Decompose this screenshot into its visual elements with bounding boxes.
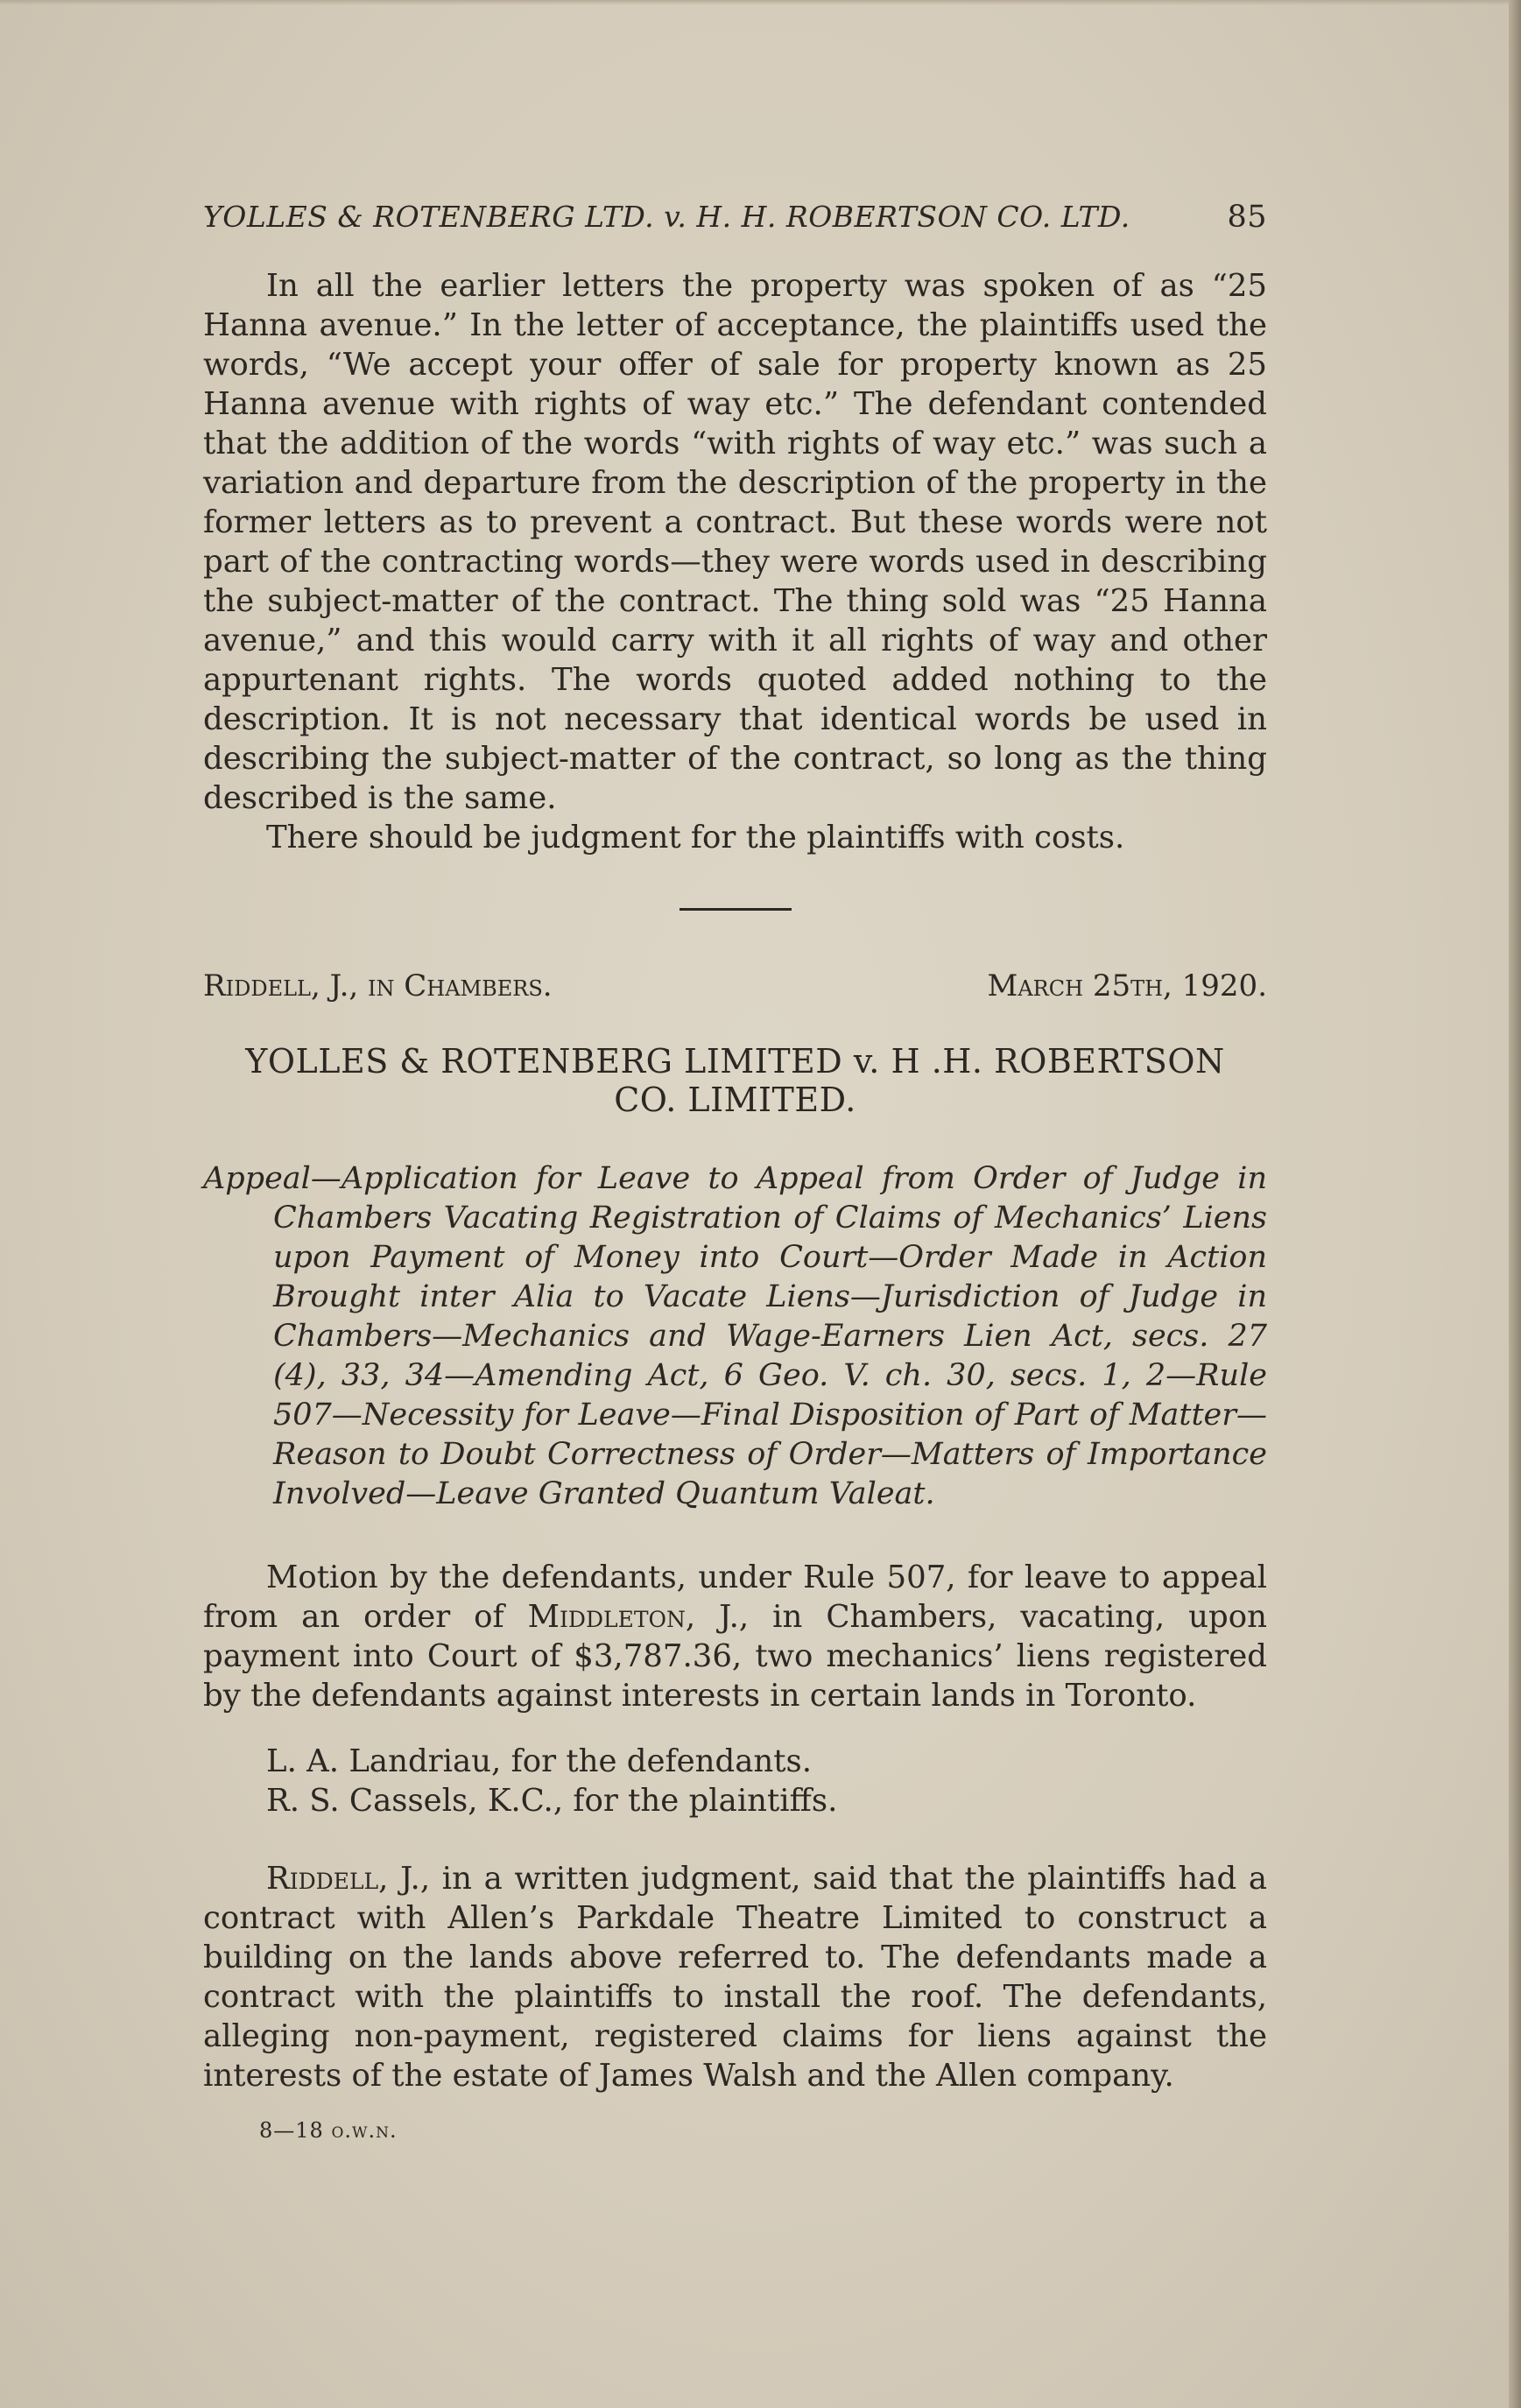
page-right-edge	[1509, 0, 1521, 2408]
case-title	[203, 1042, 1267, 1119]
previous-case-conclusion: There should be judgment for the plaintiffs with costs.	[266, 820, 1125, 855]
signature-mark: 8—18 o.w.n.	[259, 2118, 398, 2143]
running-head	[203, 200, 1267, 235]
headnote: Appeal—Application for Leave to Appeal from Order of Judge in Chambers Vacating Registration of Claims of Mechanics’ Liens upon Payment of Money into Court—Order Made in Action Brought inter Alia to Vacate Liens—Jurisdiction of Judge in Chambers—Mechanics and Wage-Earners Lien Act, secs. 27 (4), 33, 34—Amending Act, 6 Geo. V. ch. 30, secs. 1, 2—Rule 507—Necessity for Leave—Final Disposition of Part of Matter—Reason to Doubt Correctness of Order—Matters of Importance Involved—Leave Granted Quantum Valeat.	[203, 1161, 1267, 1511]
judgment-text: , J., in a written judgment, said that the plaintiffs had a contract with Allen’s Parkdale Theatre Limited to construct a building on the lands above referred to. The defendants made a contract with the plaintiffs to install the roof. The defendants, alleging non-payment, registered claims for liens against the interests of the estate of James Walsh and the Allen company.	[203, 1861, 1267, 2094]
judge-chambers: Riddell, J., in Chambers.	[203, 968, 553, 1003]
page-number: 85	[1227, 200, 1267, 235]
counsel-list	[203, 1742, 1267, 1820]
judgment-judge-name: Riddell	[266, 1861, 379, 1897]
case-title-line2: CO. LIMITED.	[614, 1081, 856, 1119]
judgment-paragraph	[203, 1859, 1267, 2095]
case-title-defendant: H .H. ROBERTSON	[891, 1042, 1225, 1081]
page-top-edge	[0, 0, 1521, 5]
page-content	[203, 200, 1267, 2143]
dateline	[203, 968, 1267, 1003]
case-title-line1	[203, 1042, 1267, 1081]
motion-paragraph	[203, 1558, 1267, 1715]
counsel-defendants: L. A. Landriau, for the defendants.	[266, 1743, 813, 1779]
section-divider	[680, 908, 792, 911]
running-head-title: YOLLES & ROTENBERG LTD. v. H. H. ROBERTSON CO. LTD.	[203, 200, 1130, 234]
counsel-plaintiffs: R. S. Cassels, K.C., for the plaintiffs.	[266, 1783, 838, 1819]
case-title-versus: v.	[853, 1042, 880, 1081]
motion-text-before: Motion by the defendants, under Rule 507, for leave to appeal from an order of	[203, 1560, 1267, 1635]
motion-judge-name: Middleton	[527, 1599, 686, 1635]
motion-text-after: , J., in Chambers, vacating, upon payment into Court of $3,787.36, two mechanics’ liens registered by the defendants against interests in certain lands in Toronto.	[203, 1599, 1267, 1714]
case-title-plaintiff: YOLLES & ROTENBERG LIMITED	[245, 1042, 843, 1081]
previous-case-paragraph: In all the earlier letters the property was spoken of as “25 Hanna avenue.” In the letter of acceptance, the plaintiffs used the words, “We accept your offer of sale for property known as 25 Hanna avenue with rights of way etc.” The defendant contended that the addition of the words “with rights of way etc.” was such a variation and departure from the description of the property in the former letters as to prevent a contract. But these words were not part of the contracting words—they were words used in describing the subject-matter of the contract. The thing sold was “25 Hanna avenue,” and this would carry with it all rights of way and other appurtenant rights. The words quoted added nothing to the description. It is not necessary that identical words be used in describing the subject-matter of the contract, so long as the thing described is the same.	[203, 268, 1267, 816]
decision-date: March 25th, 1920.	[987, 968, 1267, 1003]
